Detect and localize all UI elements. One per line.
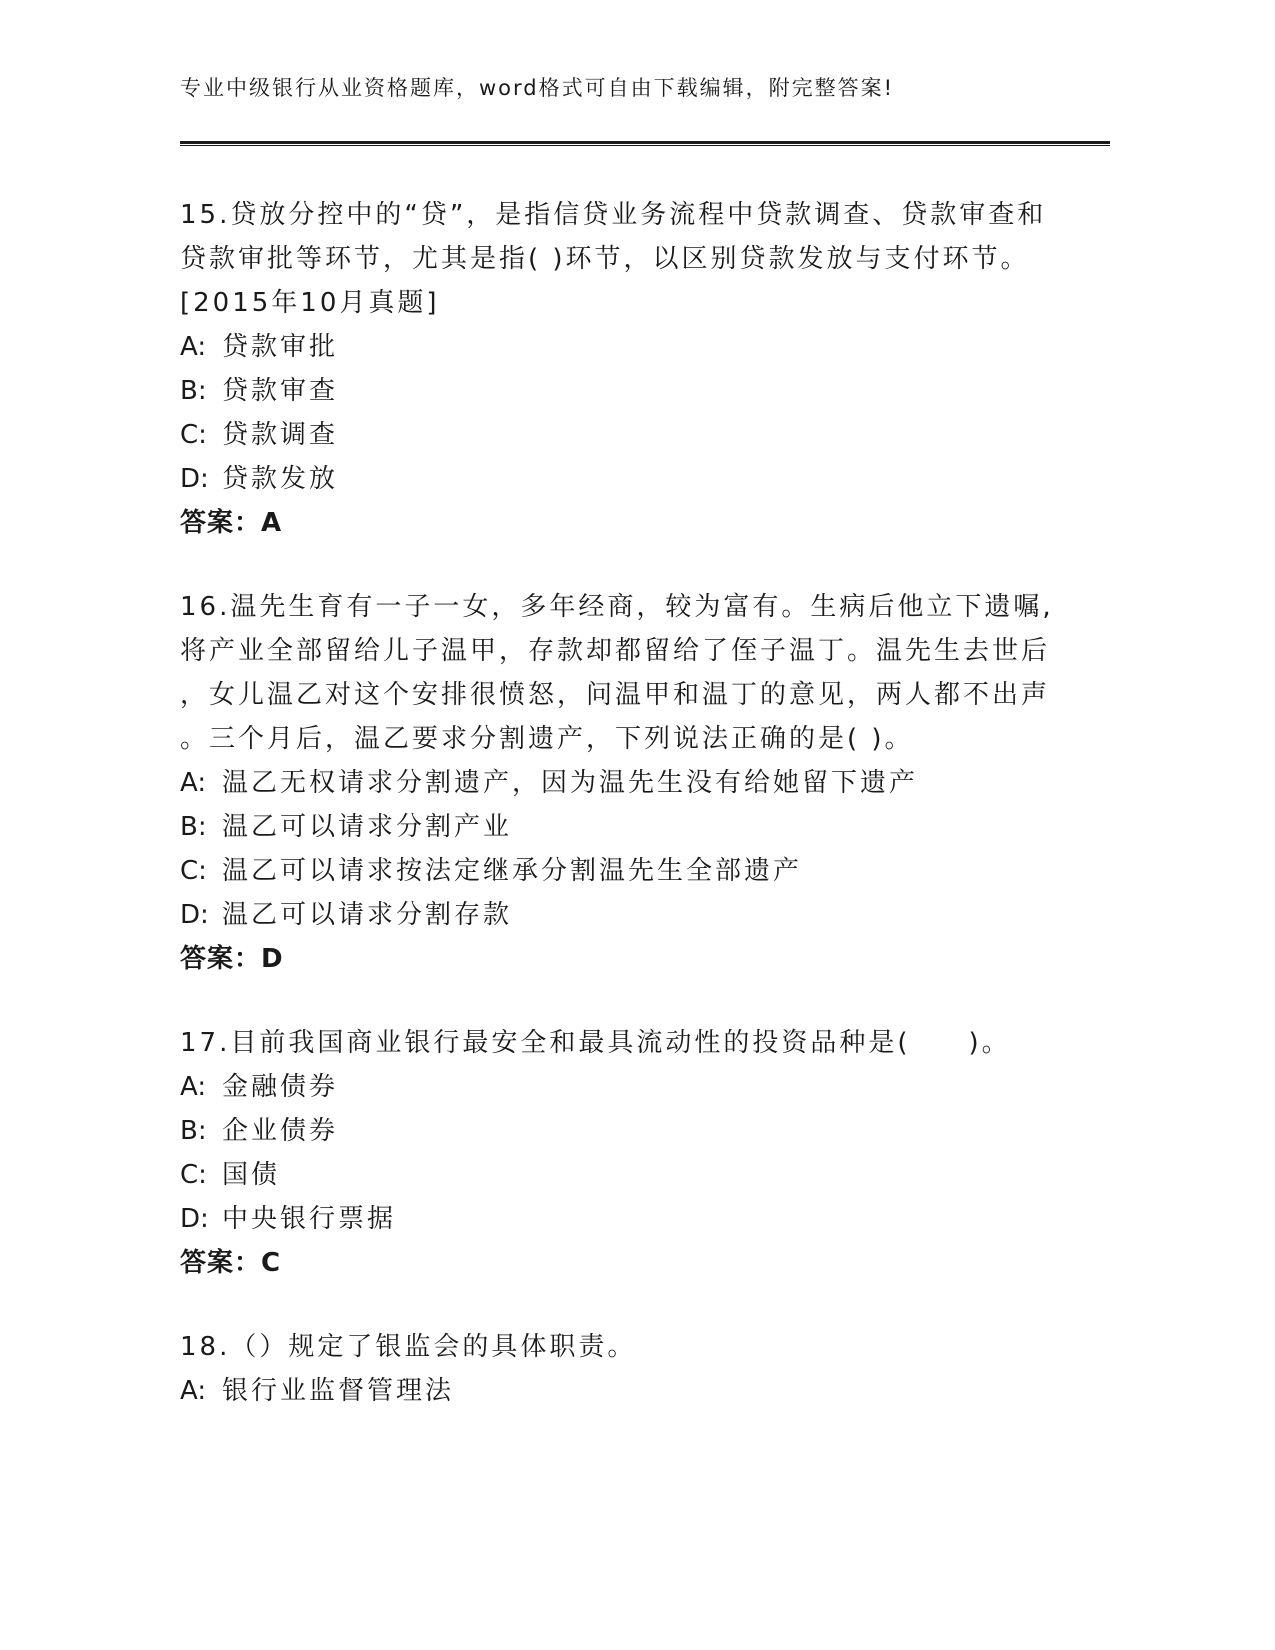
option-text: 中央银行票据	[222, 1204, 397, 1234]
option-b	[180, 805, 1060, 849]
question-17	[180, 1021, 1060, 1285]
header-divider	[180, 141, 1110, 146]
option-text: 银行业监督管理法	[222, 1376, 455, 1406]
option-label: B:	[180, 812, 207, 842]
question-16	[180, 585, 1060, 981]
question-stem-line: 17.目前我国商业银行最安全和最具流动性的投资品种是( )。	[180, 1028, 1011, 1058]
option-text: 温乙可以请求分割产业	[222, 812, 513, 842]
option-text: 贷款调查	[222, 420, 339, 450]
page-header-text: 专业中级银行从业资格题库，word格式可自由下载编辑，附完整答案!	[180, 76, 895, 100]
question-15	[180, 193, 1060, 545]
answer-line: 答案：C	[180, 1248, 282, 1278]
option-a	[180, 761, 1060, 805]
option-label: D:	[180, 1204, 209, 1234]
option-c	[180, 849, 1060, 893]
option-label: B:	[180, 376, 207, 406]
option-label: A:	[180, 1072, 207, 1102]
answer-line: 答案：A	[180, 508, 283, 538]
option-text: 金融债券	[222, 1072, 339, 1102]
option-text: 贷款审查	[222, 376, 339, 406]
option-d	[180, 893, 1060, 937]
option-text: 温乙可以请求分割存款	[222, 900, 513, 930]
question-stem-line: [2015年10月真题]	[180, 288, 440, 318]
option-text: 国债	[222, 1160, 281, 1190]
answer-line: 答案：D	[180, 944, 284, 974]
option-label: D:	[180, 900, 209, 930]
question-stem-line: ，女儿温乙对这个安排很愤怒，问温甲和温丁的意见，两人都不出声	[180, 680, 1051, 710]
option-b	[180, 1109, 1060, 1153]
question-stem-line: 将产业全部留给儿子温甲，存款却都留给了侄子温丁。温先生去世后	[180, 636, 1051, 666]
option-label: C:	[180, 856, 207, 886]
option-a	[180, 325, 1060, 369]
option-d	[180, 1197, 1060, 1241]
option-label: A:	[180, 332, 207, 362]
question-18	[180, 1325, 1060, 1413]
option-c	[180, 413, 1060, 457]
question-stem-line: 15.贷放分控中的“贷”，是指信贷业务流程中贷款调查、贷款审查和	[180, 200, 1047, 230]
option-label: A:	[180, 768, 207, 798]
option-b	[180, 369, 1060, 413]
question-stem-line: 16.温先生育有一子一女，多年经商，较为富有。生病后他立下遗嘱,	[180, 592, 1054, 622]
option-d	[180, 457, 1060, 501]
option-a	[180, 1369, 1060, 1413]
option-label: C:	[180, 420, 207, 450]
option-label: C:	[180, 1160, 207, 1190]
option-text: 温乙可以请求按法定继承分割温先生全部遗产	[222, 856, 803, 886]
option-c	[180, 1153, 1060, 1197]
option-label: D:	[180, 464, 209, 494]
option-label: A:	[180, 1376, 207, 1406]
option-label: B:	[180, 1116, 207, 1146]
question-stem-line: 18.（）规定了银监会的具体职责。	[180, 1332, 637, 1362]
option-text: 贷款审批	[222, 332, 339, 362]
question-stem-line: 贷款审批等环节，尤其是指( )环节，以区别贷款发放与支付环节。	[180, 244, 1030, 274]
question-stem-line: 。三个月后，温乙要求分割遗产，下列说法正确的是( )。	[180, 724, 914, 754]
option-text: 贷款发放	[222, 464, 339, 494]
option-a	[180, 1065, 1060, 1109]
option-text: 温乙无权请求分割遗产，因为温先生没有给她留下遗产	[222, 768, 919, 798]
option-text: 企业债券	[222, 1116, 339, 1146]
